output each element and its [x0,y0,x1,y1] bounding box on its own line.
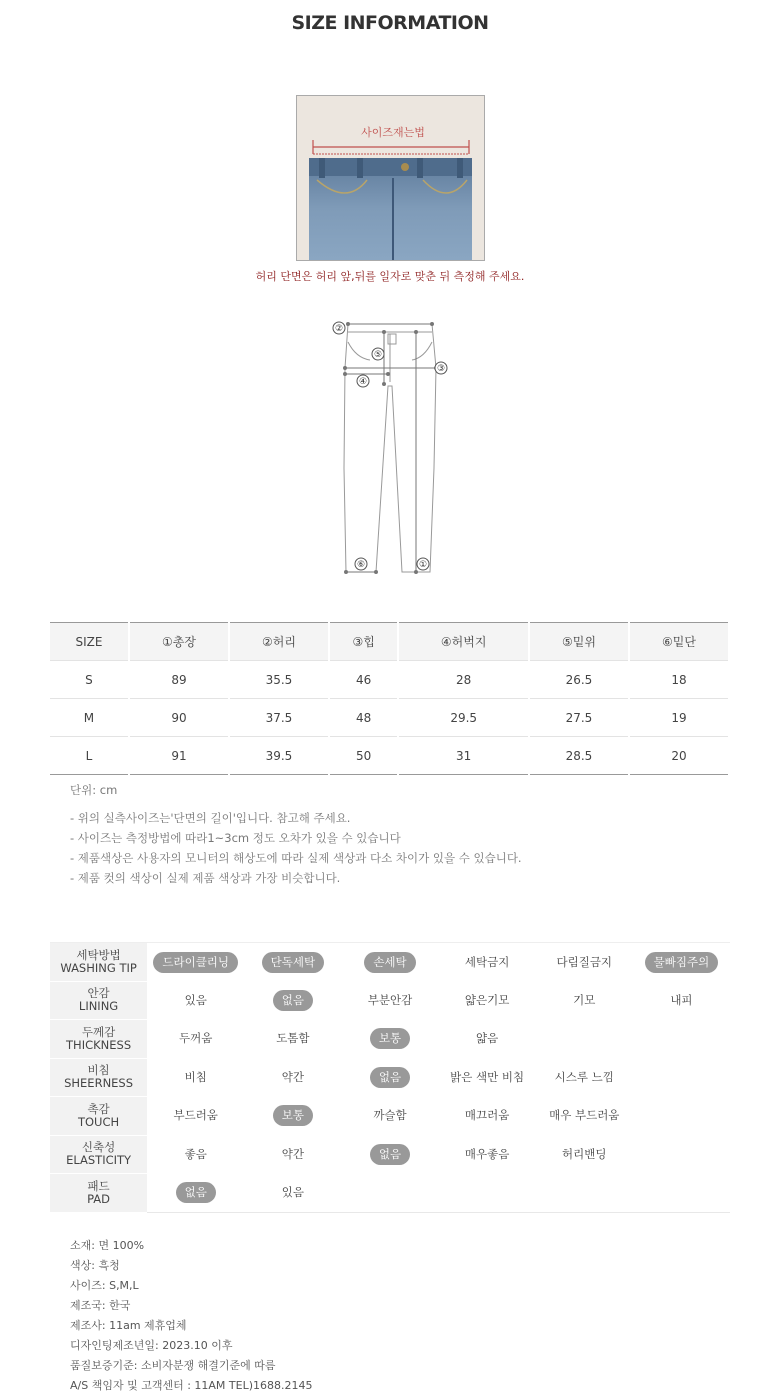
care-option-cell [341,1058,438,1097]
care-option: 약간 [281,1069,304,1084]
care-option: 내피 [670,992,693,1007]
header-cell: SIZE [50,623,129,661]
care-row [50,1135,730,1174]
note-line: - 제품색상은 사용자의 모니터의 해상도에 따라 실제 색상과 다소 차이가 있을 수 있습니다. [70,851,522,865]
note-line: - 위의 실측사이즈는'단면의 길이'입니다. 참고해 주세요. [70,811,351,825]
jeans-waist-photo [296,95,485,261]
care-label-en: LINING [78,999,119,1014]
care-label-ko: 패드 [87,1178,110,1193]
page-title: SIZE INFORMATION [291,12,489,34]
table-cell: 48 [329,699,398,737]
care-option: 허리밴딩 [562,1146,607,1161]
care-row-label [50,1135,147,1174]
care-option-cell [147,1135,244,1174]
care-option-cell [147,981,244,1020]
care-option-selected: 손세탁 [364,952,415,973]
care-label-en: WASHING TIP [60,960,137,975]
care-option-cell [147,1097,244,1136]
care-label-en: TOUCH [77,1114,120,1129]
table-cell: 91 [129,737,229,775]
table-row [50,699,729,737]
care-option-cell [341,943,438,982]
table-cell: 35.5 [229,661,329,699]
care-option: 비침 [184,1069,207,1084]
care-option-selected: 없음 [370,1067,410,1088]
care-row [50,1097,730,1136]
care-row-label [50,943,147,982]
table-cell: 20 [629,737,729,775]
table-cell: 27.5 [529,699,629,737]
table-cell: 39.5 [229,737,329,775]
header-cell: ①총장 [129,623,229,661]
care-option: 약간 [281,1146,304,1161]
care-option: 부분안감 [367,992,413,1007]
care-option-cell [439,943,536,982]
care-row [50,981,730,1020]
marker-5: ⑤ [373,350,383,360]
care-option-cell [633,943,730,982]
care-row [50,1058,730,1097]
care-option-cell [341,1174,438,1213]
material-line: 품질보증기준: 소비자분쟁 해결기준에 따름 [70,1359,276,1372]
header-cell: ③힙 [329,623,398,661]
care-option-cell [633,1097,730,1136]
care-option-cell [633,1135,730,1174]
care-option: 세탁금지 [464,954,510,969]
header-cell: ②허리 [229,623,329,661]
care-option-cell [439,981,536,1020]
care-option-selected: 드라이클리닝 [153,952,238,973]
material-line: 디자인팅제조년일: 2023.10 이후 [70,1339,233,1352]
care-option-selected: 단독세탁 [262,952,324,973]
table-cell: 26.5 [529,661,629,699]
table-cell: 18 [629,661,729,699]
care-label-ko: 촉감 [87,1101,110,1116]
care-option: 매끄러움 [464,1108,510,1123]
care-option-cell [536,1020,633,1059]
care-option: 두꺼움 [179,1031,213,1046]
marker-6: ⑥ [356,560,366,570]
material-line: 제조사: 11am 제휴업체 [70,1319,187,1332]
table-cell: 37.5 [229,699,329,737]
table-cell: 89 [129,661,229,699]
care-option-cell [244,1097,341,1136]
care-option: 시스루 느낌 [554,1069,614,1084]
table-cell: 28.5 [529,737,629,775]
care-option-cell [536,1135,633,1174]
table-cell: 29.5 [398,699,529,737]
care-option-selected: 없음 [176,1182,216,1203]
care-option: 얇은기모 [464,992,510,1007]
care-label-en: THICKNESS [66,1037,132,1052]
marker-1: ① [418,560,428,570]
care-option: 도톰함 [276,1031,310,1046]
care-option-cell [633,1020,730,1059]
care-label-en: PAD [87,1191,111,1206]
care-label-en: ELASTICITY [66,1153,132,1168]
care-row-label [50,1058,147,1097]
header-cell: ④허벅지 [398,623,529,661]
material-line: A/S 책임자 및 고객센터 : 11AM TEL)1688.2145 [70,1379,313,1392]
care-option-selected: 보통 [370,1028,410,1049]
care-option-cell [439,1135,536,1174]
care-option-cell [439,1058,536,1097]
care-option-selected: 없음 [273,990,313,1011]
care-option: 얇음 [476,1031,499,1046]
care-option-selected: 물빠짐주의 [645,952,719,973]
care-option-cell [147,1020,244,1059]
table-cell: L [50,737,129,775]
size-notes [70,780,522,888]
material-info [70,1236,313,1396]
care-option: 좋음 [184,1146,207,1161]
care-option-cell [244,943,341,982]
care-option-cell [536,1058,633,1097]
table-cell: 31 [398,737,529,775]
care-option-cell [244,1174,341,1213]
photo-caption: 허리 단면은 허리 앞,뒤를 일자로 맞춘 뒤 측정해 주세요. [255,270,525,283]
table-cell: M [50,699,129,737]
care-option: 있음 [184,992,207,1007]
care-option-cell [244,1020,341,1059]
care-option-cell [439,1097,536,1136]
material-line: 소재: 면 100% [70,1239,145,1252]
photo-label: 사이즈재는법 [361,126,425,139]
table-cell: 28 [398,661,529,699]
care-option-cell [341,1097,438,1136]
care-option-cell [536,1174,633,1213]
care-option-cell [439,1020,536,1059]
header-cell: ⑤밑위 [529,623,629,661]
material-line: 사이즈: S,M,L [70,1279,139,1292]
care-row-label [50,1020,147,1059]
marker-3: ③ [436,364,446,374]
table-row [50,661,729,699]
care-label-ko: 안감 [87,986,110,1001]
care-label-ko: 신축성 [81,1140,116,1155]
care-option-cell [633,981,730,1020]
header-cell: ⑥밑단 [629,623,729,661]
table-cell: 90 [129,699,229,737]
care-option-cell [341,1020,438,1059]
care-label-ko: 두께감 [81,1024,116,1039]
care-option-cell [633,1174,730,1213]
care-option-cell [244,1058,341,1097]
care-option: 있음 [281,1185,304,1199]
table-row [50,737,729,775]
care-row [50,1174,730,1213]
care-option: 밝은 색만 비침 [450,1069,525,1084]
care-option-selected: 없음 [370,1144,410,1165]
care-label-en: SHEERNESS [64,1076,134,1091]
material-line: 제조국: 한국 [70,1299,131,1312]
care-row-label [50,981,147,1020]
table-cell: 46 [329,661,398,699]
care-option: 매우좋음 [464,1146,510,1161]
care-option-cell [244,981,341,1020]
care-option-cell [439,1174,536,1213]
note-line: - 제품 컷의 색상이 실제 제품 색상과 가장 비슷합니다. [70,871,341,885]
pants-diagram [330,318,450,582]
care-option: 부드러움 [173,1108,218,1123]
care-option: 까슬함 [373,1108,407,1123]
care-option: 매우 부드러움 [549,1108,620,1123]
care-option-cell [147,1174,244,1213]
care-option: 기모 [573,992,596,1007]
size-table [50,622,730,775]
table-cell: 19 [629,699,729,737]
care-option-cell [633,1058,730,1097]
table-cell: S [50,661,129,699]
care-option-cell [341,981,438,1020]
care-row [50,1020,730,1059]
care-option-cell [536,1097,633,1136]
care-row [50,943,730,982]
care-option-selected: 보통 [273,1105,313,1126]
table-cell: 50 [329,737,398,775]
care-info-table [50,942,730,1213]
note-line: - 사이즈는 측정방법에 따라1~3cm 정도 오차가 있을 수 있습니다 [70,831,401,845]
care-option-cell [341,1135,438,1174]
care-label-ko: 세탁방법 [76,947,121,962]
material-line: 색상: 흑청 [70,1259,120,1272]
care-option-cell [244,1135,341,1174]
care-option-cell [147,1058,244,1097]
marker-2: ② [334,324,344,334]
care-label-ko: 비침 [87,1063,110,1078]
care-option-cell [536,981,633,1020]
size-table-header [50,623,729,661]
unit-note: 단위: cm [70,783,118,797]
care-option-cell [147,943,244,982]
care-row-label [50,1174,147,1213]
care-option-cell [536,943,633,982]
care-option: 다림질금지 [556,954,613,969]
care-row-label [50,1097,147,1136]
marker-4: ④ [358,377,368,387]
